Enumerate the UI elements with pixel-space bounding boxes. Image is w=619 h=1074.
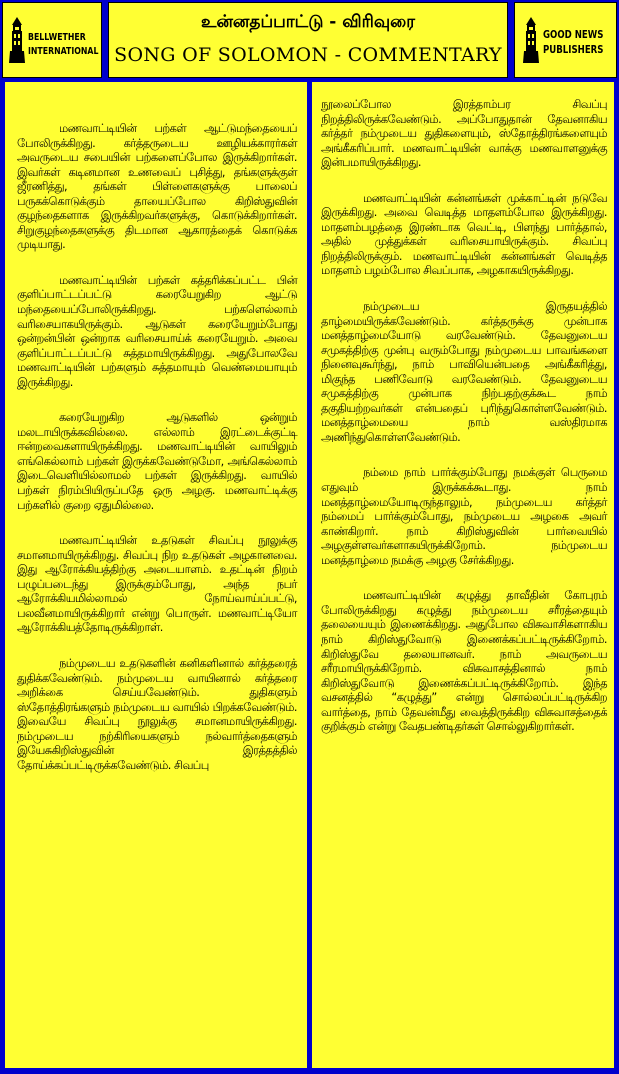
good-news-logo <box>523 17 613 67</box>
paragraph: மணவாட்டியின் உதடுகள் சிவப்பு நூலுக்கு சமானமாயிருக்கிறது. சிவப்பு நிற உதடுகள் அழகானவை. இது ஆரோக்கியத்திற்கு அடையாளம். உதட்டின் நிறம் பழுப்படைந்து இருக்கும்போது, அந்த நபர் ஆரோக்கியமில்லாமல் நோய்வாய்ப்பட்டு, பலவீனமாயிருக்கிறார் என்று பொருள். மணவாட்டியோ ஆரோக்கியத்தோடிருக்கிறாள். <box>17 534 297 635</box>
bellwether-logo-box <box>2 2 102 78</box>
paragraph: நூலைப்போல இரத்தாம்பர சிவப்பு நிறத்திலிருக்கவேண்டும். அப்போதுதான் தேவனாகிய கர்த்தர் நம்முடைய துதிகளையும், ஸ்தோத்திரங்களையும் அங்கீகரிப்பார். மணவாட்டியின் வாக்கு மணவாளனுக்கு இன்பமாயிருக்கிறது. <box>321 98 607 170</box>
logo-line-1: BELLWETHER <box>28 32 86 43</box>
right-column <box>312 82 614 1068</box>
paragraph: மணவாட்டியின் கன்னங்கள் முக்காட்டின் நடுவே இருக்கிறது. அவை வெடித்த மாதளம்போல இருக்கிறது. மாதளம்பழத்தை இரண்டாக வெட்டி, பிளந்து பார்த்தால், அதில் முத்துக்கள் வரிசையாயிருக்கும். சிவப்பு நிறத்திலிருக்கும். மணவாட்டியின் கன்னங்கள் வெடித்த மாதளம் பழம்போல சிவப்பாக, அழகாகயிருக்கிறது. <box>321 191 607 278</box>
bell-tower-icon <box>523 17 539 65</box>
logo-line-2: PUBLISHERS <box>543 43 604 56</box>
page-title-tamil: உன்னதப்பாட்டு - விரிவுரை <box>201 12 415 32</box>
bell-tower-icon <box>9 17 25 65</box>
good-news-logo-box <box>514 2 617 78</box>
bellwether-logo <box>9 17 99 67</box>
left-column <box>5 82 307 1068</box>
logo-line-1: GOOD NEWS <box>543 28 604 41</box>
page-title-english: SONG OF SOLOMON - COMMENTARY <box>114 44 502 66</box>
paragraph: மணவாட்டியின் கழுத்து தாவீதின் கோபுரம் போலிருக்கிறது கழுத்து நம்முடைய சரீரத்தையும் தலையையும் இணைக்கிறது. அதுபோல விசுவாசிகளாகிய நாம் கிறிஸ்துவோடு இணைக்கப்பட்டிருக்கிறோம். கிறிஸ்துவே தலையானவர். நாம் அவருடைய சரீரமாயிருக்கிறோம். விசுவாசத்தினால் நாம் கிறிஸ்துவோடு இணைக்கப்பட்டிருக்கிறோம். இந்த வசனத்தில் “கழுத்து” என்று சொல்லப்பட்டிருக்கிற வார்த்தை, நாம் தேவன்மீது வைத்திருக்கிற விசுவாசத்தைக் குறிக்கும் என்று வேதபண்டிதர்கள் சொல்லுகிறார்கள். <box>321 589 607 734</box>
paragraph: நம்முடைய இருதயத்தில் தாழ்மையிருக்கவேண்டும். கர்த்தருக்கு முன்பாக மனத்தாழ்மையோடு வரவேண்டும். தேவனுடைய சமுகத்திற்கு முன்பு வரும்போது நம்முடைய பாவங்களை நினைவுகூர்ந்து, நாம் பாவியென்பதை அங்கீகரித்து, மிகுந்த பணிவோடு வரவேண்டும். தேவனுடைய சமுகத்திற்கு முன்பாக நிற்பதற்குக்கூட நாம் தகுதியற்றவர்கள் என்பதைப் புரிந்துகொள்ளவேண்டும். மனத்தாழ்மையை நாம் வஸ்திரமாக அணிந்துகொள்ளவேண்டும். <box>321 300 607 444</box>
title-box <box>108 2 508 78</box>
page-header <box>2 2 617 78</box>
logo-line-2: INTERNATIONAL <box>28 46 99 57</box>
paragraph: மணவாட்டியின் பற்கள் கத்தரிக்கப்பட்ட பின் குளிப்பாட்டப்பட்டு கரையேறுகிற ஆட்டு மந்தையைப்போலிருக்கிறது. பற்களெல்லாம் வரிசையாகயிருக்கும். ஆடுகள் கரையேறும்போது ஒன்றன்பின் ஒன்றாக வரிசையாய்க் கரையேறும். அவை குளிப்பாட்டப்பட்டு சுத்தமாயிருக்கிறது. அதுபோலவே மணவாட்டியின் பற்களும் சுத்தமாயும் வெண்மையாயும் இருக்கிறது. <box>17 273 297 389</box>
paragraph: கரையேறுகிற ஆடுகளில் ஒன்றும் மலடாயிருக்கவில்லை. எல்லாம் இரட்டைக்குட்டி ஈன்றவைகளாயிருக்கிறது. மணவாட்டியின் வாயிலும் எங்கெல்லாம் பற்கள் இருக்கவேண்டுமோ, அங்கெல்லாம் இடைவெளியில்லாமல் பற்கள் இருக்கிறது. வாயில் பற்கள் நிரம்பியிருப்பதே ஒரு அழகு. மணவாட்டிக்கு பற்களில் குறை ஏதுமில்லை. <box>17 411 297 512</box>
paragraph: நம்மை நாம் பார்க்கும்போது நமக்குள் பெருமை எதுவும் இருக்கக்கூடாது. நாம் மனத்தாழ்மையோடிருந்தாலும், நம்முடைய கர்த்தர் நம்மைப் பார்க்கும்போது, நம்முடைய அழகை அவர் காண்கிறார். நாம் கிறிஸ்துவின் பார்வையில் அழகுள்ளவர்களாகயிருக்கிறோம். நம்முடைய மனத்தாழ்மை நமக்கு அழகு சேர்க்கிறது. <box>321 466 607 567</box>
paragraph: மணவாட்டியின் பற்கள் ஆட்டுமந்தையைப் போலிருக்கிறது. கர்த்தருடைய ஊழியக்காரர்கள் அவருடைய சபையின் பற்களைப்போல இருக்கிறார்கள். இவர்கள் கடினமான உணவைப் புசித்து, தங்களுக்குள் ஜீரணித்து, தங்கள் பிள்ளைகளுக்கு பாலைப் பருகக்கொடுக்கும் தாயைப்போல கிறிஸ்துவின் குழந்தைகளாக இருக்கிறவர்களுக்கு, கொடுக்கிறார்கள். சிறுகுழந்தைகளுக்கு திடமான ஆகாரத்தைக் கொடுக்க முடியாது. <box>17 122 297 252</box>
paragraph: நம்முடைய உதடுகளின் கனிகளினால் கர்த்தரைத் துதிக்கவேண்டும். நம்முடைய வாயினால் கர்த்தரை அறிக்கை செய்யவேண்டும். துதிகளும் ஸ்தோத்திரங்களும் நம்முடைய வாயில் பிறக்கவேண்டும். இவையே சிவப்பு நூலுக்கு சமானமாயிருக்கிறது. நம்முடைய நற்கிரியைகளும் நல்வார்த்தைகளும் இயேசுகிறிஸ்துவின் இரத்தத்தில் தோய்க்கப்பட்டிருக்கவேண்டும். சிவப்பு <box>17 656 297 772</box>
